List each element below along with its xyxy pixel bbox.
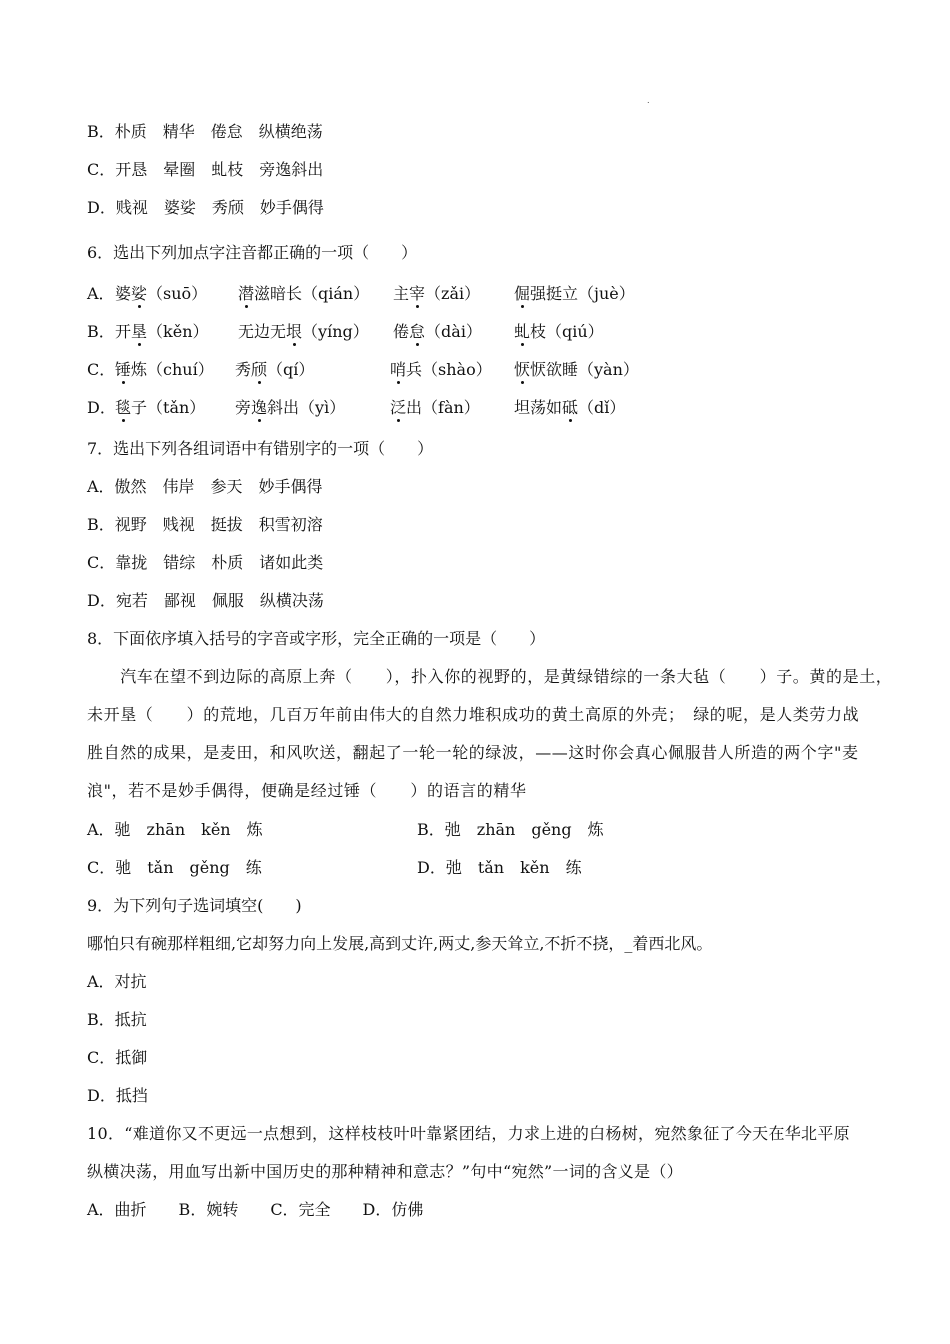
q10-stem-line: 10．“难道你又不更远一点想到，这样枝枝叶叶靠紧团结，力求上进的白杨树，宛然象征了今天在华北平原: [87, 1124, 850, 1143]
q7-option-b: B．视野 贱视 挺拔 积雪初溶: [87, 515, 323, 534]
q7-option-a: A．傲然 伟岸 参天 妙手偶得: [87, 477, 323, 496]
q8-option-a: A．驰 zhān kěn 炼: [87, 820, 263, 839]
q6-stem: 6．选出下列加点字注音都正确的一项（ ）: [87, 243, 418, 262]
q5-option-b: B．朴质 精华 倦怠 纵横绝荡: [87, 122, 323, 141]
q8-option-d: D．弛 tǎn kěn 练: [417, 858, 582, 877]
q8-passage-line: 浪"，若不是妙手偶得，便确是经过锤（ ）的语言的精华: [87, 781, 527, 800]
q6-option-label: B．: [87, 322, 115, 341]
q9-stem: 9．为下列句子选词填空( ): [87, 896, 302, 915]
q7-option-c: C．靠拢 错综 朴质 诸如此类: [87, 553, 324, 572]
q9-option-c: C．抵御: [87, 1048, 148, 1067]
q6-item: 无边无垠（yíng）: [238, 322, 369, 341]
q6-option-label: D．: [87, 398, 116, 417]
q6-item: 虬枝（qiú）: [514, 322, 604, 341]
q7-stem: 7．选出下列各组词语中有错别字的一项（ ）: [87, 439, 434, 458]
q6-item: 旁逸斜出（yì）: [235, 398, 346, 417]
q6-item: 开垦（kěn）: [115, 322, 209, 341]
q6-item: 坦荡如砥（dǐ）: [514, 398, 626, 417]
q6-item: 主宰（zǎi）: [393, 284, 481, 303]
q6-item: 恹恹欲睡（yàn）: [514, 360, 639, 379]
q8-option-c: C．驰 tǎn gěng 练: [87, 858, 262, 877]
q10-options: A．曲折 B．婉转 C．完全 D．仿佛: [87, 1200, 424, 1219]
q8-passage-line: 未开垦（ ）的荒地，几百万年前由伟大的自然力堆积成功的黄土高原的外壳； 绿的呢，是人类劳力战: [87, 705, 860, 724]
q6-item: 潜滋暗长（qián）: [238, 284, 370, 303]
q10-stem-line: 纵横决荡，用血写出新中国历史的那种精神和意志？”句中“宛然”一词的含义是（）: [87, 1162, 683, 1181]
q8-option-b: B．弛 zhān gěng 炼: [417, 820, 604, 839]
q5-option-d: D．贱视 婆娑 秀颀 妙手偶得: [87, 198, 324, 217]
q6-item: 倔强挺立（juè）: [514, 284, 635, 303]
q6-item: 婆娑（suō）: [115, 284, 208, 303]
q8-passage-line: 胜自然的成果，是麦田，和风吹送，翻起了一轮一轮的绿波，——这时你会真心佩服昔人所造的两个字"麦: [87, 743, 859, 762]
q6-option-label: A．: [87, 284, 115, 303]
q6-option-label: C．: [87, 360, 116, 379]
q6-item: 泛出（fàn）: [390, 398, 480, 417]
q9-sentence: 哪怕只有碗那样粗细,它却努力向上发展,高到丈许,两丈,参天耸立,不折不挠，_着西北风。: [87, 934, 713, 953]
q6-item: 倦怠（dài）: [393, 322, 482, 341]
q9-option-b: B．抵抗: [87, 1010, 147, 1029]
q9-option-d: D．抵挡: [87, 1086, 148, 1105]
q5-option-c: C．开恳 晕圈 虬枝 旁逸斜出: [87, 160, 324, 179]
q6-item: 锤炼（chuí）: [115, 360, 214, 379]
q6-item: 毯子（tǎn）: [115, 398, 206, 417]
q9-option-a: A．对抗: [87, 972, 147, 991]
q6-item: 哨兵（shào）: [390, 360, 492, 379]
q7-option-d: D．宛若 鄙视 佩服 纵横决荡: [87, 591, 324, 610]
q8-stem: 8．下面依序填入括号的字音或字形，完全正确的一项是（ ）: [87, 629, 546, 648]
q6-item: 秀颀（qí）: [235, 360, 315, 379]
q8-passage-line: 汽车在望不到边际的高原上奔（ ），扑入你的视野的，是黄绿错综的一条大毡（ ）子。黄的是土，: [87, 667, 893, 686]
header-dot: .: [647, 96, 650, 105]
